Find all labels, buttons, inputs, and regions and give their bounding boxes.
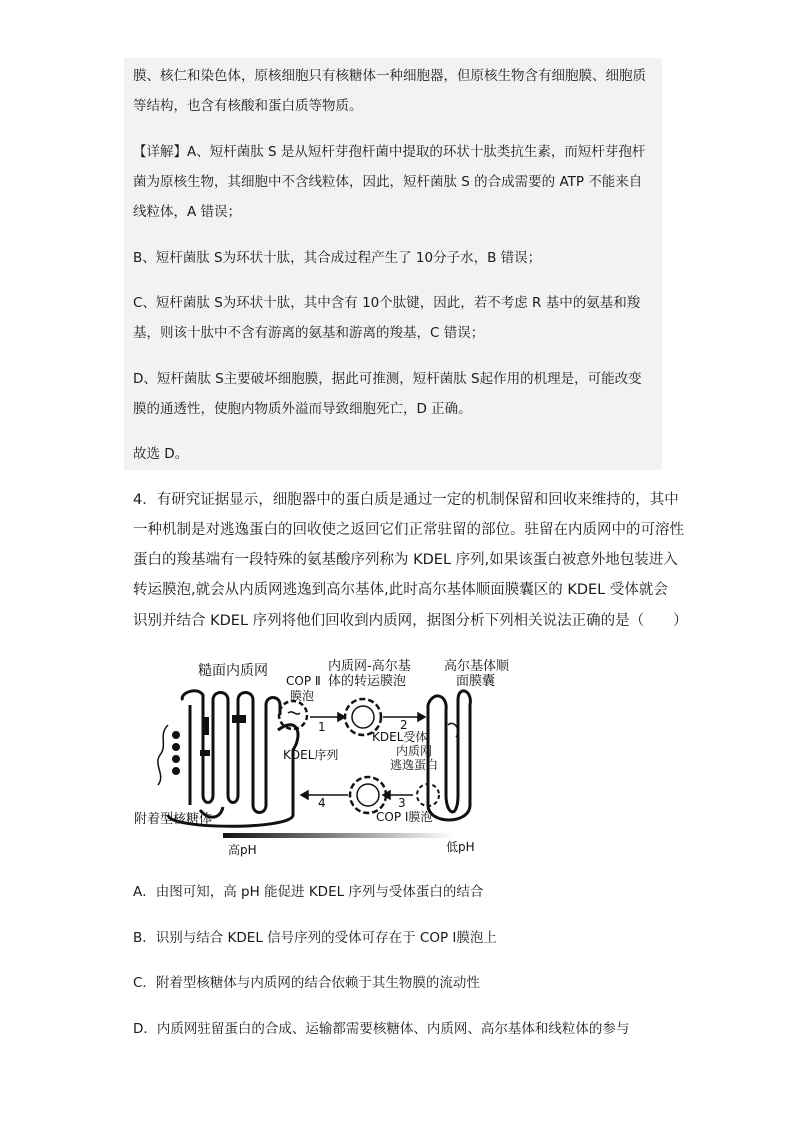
explanation-line: C、短杆菌肽 S为环状十肽，其中含有 10个肽键，因此，若不考虑 R 基中的氨基和羧 bbox=[133, 295, 641, 311]
escaped-protein-label: 内质网 bbox=[396, 744, 433, 758]
step-number: 4 bbox=[318, 796, 326, 810]
cop2-vesicle-label: 膜泡 bbox=[290, 689, 315, 703]
explanation-line: 线粒体，A 错误； bbox=[133, 204, 242, 220]
option-a: A．由图可知，高 pH 能促进 KDEL 序列与受体蛋白的结合 bbox=[133, 884, 484, 900]
escaped-protein-label: 逃逸蛋白 bbox=[390, 758, 439, 772]
explanation-line: B、短杆菌肽 S为环状十肽，其合成过程产生了 10分子水，B 错误； bbox=[133, 250, 542, 266]
question-line: 一种机制是对逃逸蛋白的回收使之返回它们正常驻留的部位。驻留在内质网中的可溶性 bbox=[133, 522, 684, 538]
explanation-line: 【详解】A、短杆菌肽 S 是从短杆芽孢杆菌中提取的环状十肽类抗生素，而短杆芽孢杆 bbox=[133, 144, 646, 160]
kdel-receptor-label: KDEL受体 bbox=[372, 730, 428, 744]
high-ph-label: 高pH bbox=[228, 843, 257, 857]
explanation-line: D、短杆菌肽 S主要破坏细胞膜，据此可推测，短杆菌肽 S起作用的机理是，可能改变 bbox=[133, 371, 642, 387]
question-line: 蛋白的羧基端有一段特殊的氨基酸序列称为 KDEL 序列,如果该蛋白被意外地包装进入 bbox=[133, 552, 678, 568]
step-number: 3 bbox=[398, 796, 406, 810]
option-d: D．内质网驻留蛋白的合成、运输都需要核糖体、内质网、高尔基体和线粒体的参与 bbox=[133, 1021, 630, 1037]
golgi-label: 高尔基体顺 bbox=[444, 659, 510, 674]
golgi-cis-cisterna bbox=[428, 691, 470, 820]
kdel-sequence-label: KDEL序列 bbox=[283, 748, 339, 762]
explanation-line: 故选 D。 bbox=[133, 446, 189, 462]
golgi-label: 面膜囊 bbox=[456, 674, 496, 689]
option-b: B．识别与结合 KDEL 信号序列的受体可存在于 COP Ⅰ膜泡上 bbox=[133, 930, 497, 946]
rough-er-label: 糙面内质网 bbox=[198, 663, 268, 679]
explanation-line: 菌为原核生物，其细胞中不含线粒体，因此，短杆菌肽 S 的合成需要的 ATP 不能来自 bbox=[133, 174, 643, 190]
question-line: 4．有研究证据显示，细胞器中的蛋白质是通过一定的机制保留和回收来维持的，其中 bbox=[133, 492, 679, 508]
ribosome-label: 附着型核糖体 bbox=[134, 812, 213, 827]
explanation-line: 膜的通透性，使胞内物质外溢而导致细胞死亡，D 正确。 bbox=[133, 401, 472, 417]
rough-er-membrane bbox=[182, 691, 280, 813]
question-line: 识别并结合 KDEL 序列将他们回收到内质网，据图分析下列相关说法正确的是（ ） bbox=[133, 613, 688, 629]
explanation-line: 基，则该十肽中不含有游离的氨基和游离的羧基，C 错误； bbox=[133, 325, 485, 341]
kdel-retrieval-diagram bbox=[128, 655, 528, 860]
option-c: C．附着型核糖体与内质网的结合依赖于其生物膜的流动性 bbox=[133, 975, 480, 991]
low-ph-label: 低pH bbox=[446, 840, 475, 854]
cop2-label: COP Ⅱ bbox=[286, 674, 321, 688]
explanation-line: 等结构，也含有核酸和蛋白质等物质。 bbox=[133, 98, 363, 114]
cop1-vesicle-icon bbox=[350, 777, 386, 813]
transport-vesicle-label: 体的转运膜泡 bbox=[328, 674, 407, 689]
step-number: 1 bbox=[318, 720, 326, 734]
cop1-vesicle-label: COP Ⅰ膜泡 bbox=[376, 810, 433, 824]
transport-vesicle-label: 内质网-高尔基 bbox=[328, 659, 411, 674]
explanation-line: 膜、核仁和染色体，原核细胞只有核糖体一种细胞器，但原核生物含有细胞膜、细胞质 bbox=[133, 68, 646, 84]
ribosome-icons bbox=[172, 715, 246, 775]
step-number: 2 bbox=[400, 718, 408, 732]
question-line: 转运膜泡,就会从内质网逃逸到高尔基体,此时高尔基体顺面膜囊区的 KDEL 受体就会 bbox=[133, 582, 668, 598]
ph-gradient-bar bbox=[223, 833, 453, 838]
